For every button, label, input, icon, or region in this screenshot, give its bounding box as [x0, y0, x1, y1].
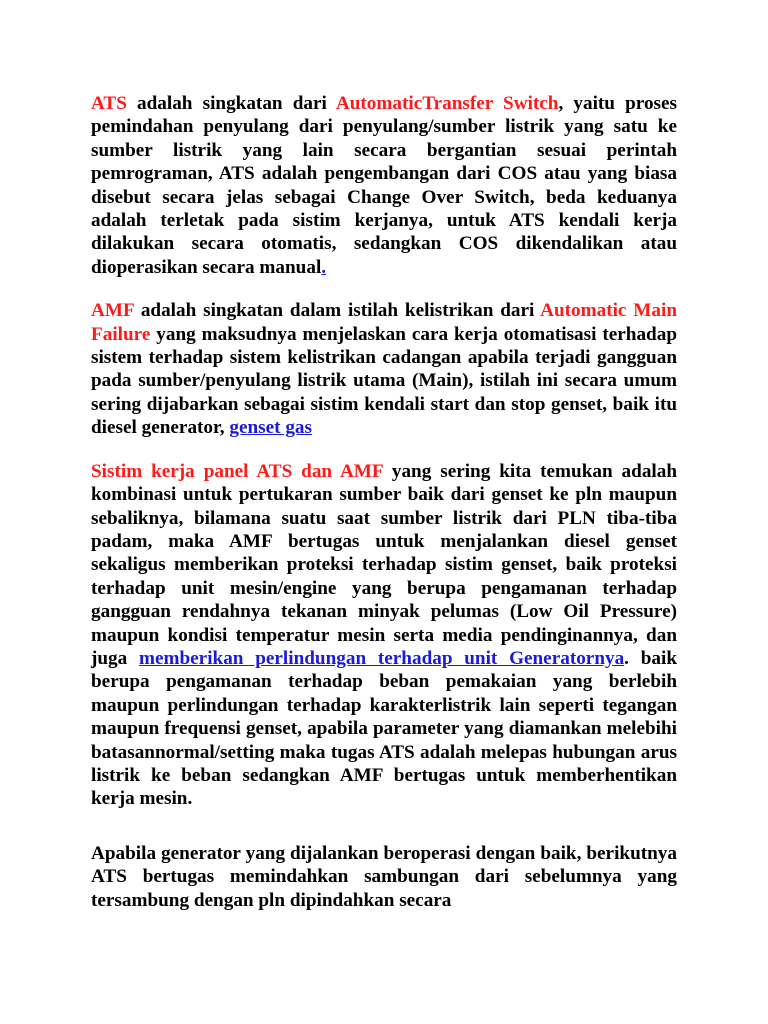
text-span: yang sering kita temukan adalah kombinasi untuk pertukaran sumber baik dari genset ke pln maupun sebaliknya, bilamana suatu saat sumber listrik dari PLN tiba-tiba padam, maka AMF bertugas untuk menjalankan diesel genset sekaligus memberikan proteksi terhadap sistim genset, baik proteksi terhadap unit mesin/engine yang berupa pengamanan terhadap gangguan rendahnya tekanan minyak pelumas (Low Oil Pressure) maupun kondisi temperatur mesin serta media pendinginannya, dan juga	[91, 460, 678, 669]
text-span: Apabila generator yang dijalankan beroperasi dengan baik, berikutnya ATS bertugas memindahkan sambungan dari sebelumnya yang tersambung dengan pln dipindahkan secara	[91, 842, 677, 911]
text-span: yang maksudnya menjelaskan cara kerja otomatisasi terhadap sistem terhadap sistem kelistrikan cadangan apabila terjadi gangguan pada sumber/penyulang listrik utama (Main), istilah ini secara umum sering dijabarkan sebagai sistim kendali start dan stop genset, baik itu diesel generator,	[91, 323, 677, 439]
term-amf: AMF	[91, 300, 134, 322]
document-page	[91, 92, 677, 912]
term-automatic-transfer-switch: AutomaticTransfer Switch	[335, 93, 559, 114]
paragraph-ats	[91, 92, 677, 279]
text-span: , yaitu proses pemindahan penyulang dari penyulang/sumber listrik yang satu ke sumber listrik yang lain secara bergantian sesuai perintah pemrograman, ATS adalah pengembangan dari COS atau yang biasa disebut secara jelas sebagai Change Over Switch, beda keduanya adalah terletak pada sistim kerjanya, untuk ATS kendali kerja dilakukan secara otomatis, sedangkan COS dikendalikan atau dioperasikan secara manual	[91, 93, 677, 278]
text-span: adalah singkatan dalam istilah kelistrikan dari	[133, 300, 541, 322]
perlindungan-generator-link[interactable]: memberikan perlindungan terhadap unit Generatornya	[139, 647, 625, 669]
term-automatic-main-failure: Automatic Main Failure	[91, 300, 677, 345]
term-ats: ATS	[91, 93, 127, 114]
paragraph-amf	[91, 299, 677, 439]
text-span: adalah singkatan dari	[126, 93, 336, 114]
paragraph-apabila	[91, 842, 677, 912]
heading-sistim-kerja: Sistim kerja panel ATS dan AMF	[91, 460, 383, 482]
genset-gas-link[interactable]: genset gas	[229, 417, 312, 439]
period-link[interactable]: .	[321, 256, 327, 278]
paragraph-sistim-kerja	[91, 460, 677, 811]
text-span: . baik berupa pengamanan terhadap beban pemakaian yang berlebih maupun perlindungan terhadap karakterlistrik lain seperti tegangan maupun frequensi genset, apabila parameter yang diamankan melebihi batasannormal/setting maka tugas ATS adalah melepas hubungan arus listrik ke beban sedangkan AMF bertugas untuk memberhentikan kerja mesin.	[91, 647, 677, 810]
